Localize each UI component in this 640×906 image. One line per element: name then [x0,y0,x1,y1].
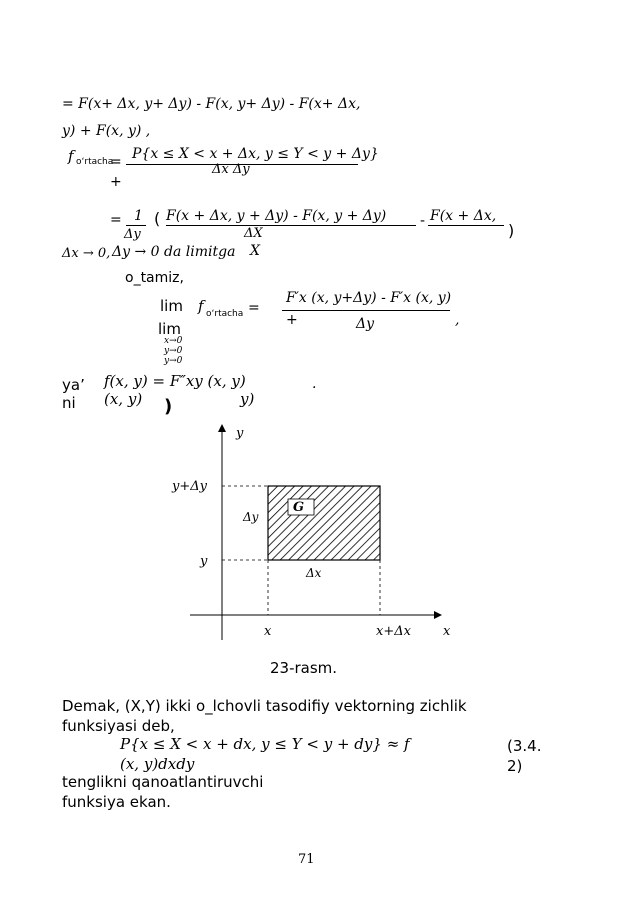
lim-f-subscript: o‘rtacha [206,309,244,319]
paragraph-line-2: funksiyasi deb, [62,717,175,735]
close-brace: ) [164,396,173,417]
yani-word-1: ya’ [62,376,85,394]
fraction-bar-2 [126,225,146,226]
paragraph-line-1: Demak, (X,Y) ikki o_lchovli tasodifiy vektorning zichlik [62,697,467,715]
lim-numerator: F′x (x, y+Δy) - F′x (x, y) [286,290,452,306]
fraction-bar-4 [428,225,504,226]
page-number: 71 [298,852,315,867]
formula-line-2: y) + F(x, y) , [62,123,151,139]
condition-text: Δy → 0 da limitga [112,244,236,260]
figure-y-label: y [200,554,208,569]
final-left: f(x, y) = F″xy (x, y) [104,372,246,390]
equation-line-2: (x, y)dxdy [120,755,195,773]
denominator-delta-x: ΔX [244,226,263,241]
condition-line-2: o_tamiz, [125,270,184,286]
probability-numerator: P{x ≤ X < x + Δx, y ≤ Y < y + Δy} [132,146,379,162]
paragraph-line-3: tenglikni qanoatlantiruvchi [62,773,264,791]
f-average-subscript: o‘rtacha [76,157,114,167]
figure-dx-label: Δx [306,566,322,580]
paragraph-line-4: funksiya ekan. [62,793,171,811]
figure-dy-label: Δy [243,510,259,524]
left-bracket: ( [154,209,161,228]
condition-delta-x: Δx → 0, [62,246,111,261]
fraction-one: 1 [134,208,143,224]
f-average-symbol: f [68,147,74,165]
lim-condition-1: x→0 [164,336,183,346]
lim-f-symbol: f [198,297,204,315]
fraction-bar-3 [166,225,416,226]
figure-x-label: x [264,624,272,639]
equation-line-1: P{x ≤ X < x + dx, y ≤ Y < y + dy} ≈ f [120,735,410,753]
lim-denominator: Δy [356,316,375,332]
equals-sign-1: = [110,154,122,170]
equals-sign-2: = [110,212,122,228]
lim-condition-3: y→0 [164,356,183,366]
plus-sign-1: + [110,174,122,190]
figure-caption: 23-rasm. [270,659,338,677]
denominator-x: X [250,243,260,259]
figure-x-dx-label: x+Δx [376,624,411,639]
final-left-args: (x, y) [104,390,143,408]
lim-word-2: lim [158,320,181,338]
probability-denominator: Δx Δy [212,162,250,177]
yani-word-2: ni [62,394,76,412]
plus-sign-2: + [286,312,298,328]
right-bracket: ) [508,221,515,240]
lim-equals: = [248,300,260,316]
equation-number-1: (3.4. [507,737,542,755]
fraction-bar-5 [282,310,450,311]
figure-x-axis-label: x [443,624,451,639]
figure-g-label: G [293,500,305,515]
figure-y-axis-label: y [236,426,244,441]
final-dot: . [312,376,317,392]
region-g-rect [268,486,380,560]
formula-line-1: = F(x+ Δx, y+ Δy) - F(x, y+ Δy) - F(x+ Δx, [62,96,361,112]
region-figure [150,418,470,650]
figure-y-dy-label: y+Δy [172,479,207,494]
bracket-part-2: F(x + Δx, [430,208,497,224]
final-right-args: y) [240,390,255,408]
equation-number-2: 2) [507,757,523,775]
bracket-part-1: F(x + Δx, y + Δy) - F(x, y + Δy) [166,208,387,224]
lim-word-1: lim [160,297,183,315]
lim-condition-2: y→0 [164,346,183,356]
minus-sign: - [420,213,426,229]
lim-comma: , [455,312,460,328]
fraction-delta-y: Δy [124,227,141,242]
